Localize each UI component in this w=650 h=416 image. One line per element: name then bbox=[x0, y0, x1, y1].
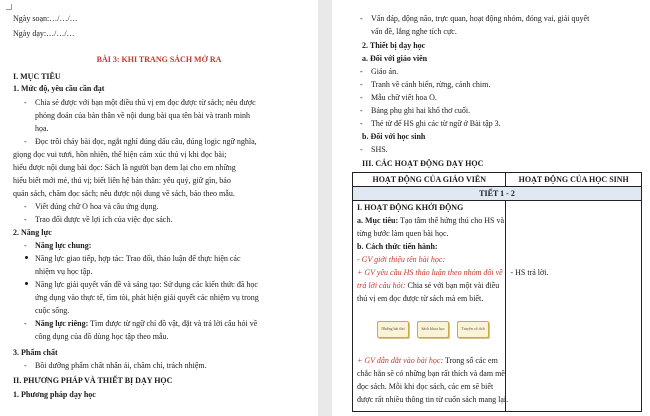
gv-ask-line-3: thú vị em đọc được từ sách mà em biết. bbox=[357, 294, 484, 303]
book-label: Sách khoa học bbox=[421, 326, 445, 331]
bullet-dot bbox=[25, 256, 28, 259]
gv-lead-italic: + GV dẫn dắt vào bài học: bbox=[357, 356, 444, 365]
list-dash: - bbox=[360, 14, 363, 23]
list-item: Thẻ từ để HS ghi các từ ngữ ở Bài tập 3. bbox=[371, 119, 501, 128]
teacher-activity-cell bbox=[353, 201, 509, 412]
general-competence-label: Năng lực chung: bbox=[35, 241, 92, 250]
list-item-cont: nhiệm vụ học tập. bbox=[35, 267, 93, 276]
book-label: Những bài thơ bbox=[381, 326, 405, 331]
how-label: b. Cách thức tiến hành: bbox=[357, 242, 438, 251]
col-header-teacher: HOẠT ĐỘNG CỦA GIÁO VIÊN bbox=[353, 173, 506, 187]
list-item-cont: cuộc sống. bbox=[35, 306, 70, 315]
list-dash: - bbox=[24, 215, 27, 224]
student-activity-cell bbox=[506, 201, 642, 412]
teacher-equipment-title: a. Đối với giáo viên bbox=[362, 54, 428, 63]
list-dash: - bbox=[24, 319, 27, 328]
list-item-cont: ứng dụng vào thực tế, tìm tòi, phát hiện giải quyết các nhiệm vụ trong bbox=[35, 293, 259, 302]
list-item-cont: hiểu được nội dung bài đọc: Sách là người bạn đem lại cho em những bbox=[13, 163, 236, 172]
book-icon bbox=[377, 321, 409, 338]
bullet-dot bbox=[25, 282, 28, 285]
gv-lead-line-3: đọc sách. Mỗi khi đọc sách, các em sẽ biết bbox=[357, 382, 494, 391]
activity-title: I. HOẠT ĐỘNG KHỞI ĐỘNG bbox=[357, 203, 464, 212]
date-prepared: Ngày soạn:…/…/… bbox=[13, 14, 78, 23]
list-item-cont: phỏng đoán của bản thân về nội dung bài qua tên bài và tranh minh bbox=[35, 111, 251, 120]
list-item: Mẫu chữ viết hoa O. bbox=[371, 93, 437, 102]
list-item: Chia sẻ được với bạn một điều thú vị em đọc được từ sách; nêu được bbox=[35, 98, 256, 107]
special-competence bbox=[35, 319, 318, 329]
list-dash: - bbox=[24, 137, 27, 146]
section-activities: III. CÁC HOẠT ĐỘNG DẠY HỌC bbox=[362, 159, 484, 168]
crop-mark bbox=[6, 4, 12, 10]
period-row: TIẾT 1 - 2 bbox=[353, 187, 642, 201]
list-dash: - bbox=[360, 106, 363, 115]
subsection-teaching-methods: 1. Phương pháp dạy học bbox=[13, 390, 96, 399]
list-dash: - bbox=[360, 67, 363, 76]
gv-lead-line-1 bbox=[357, 356, 503, 366]
gv-ask-text: Chia sẻ với bạn một vài điều bbox=[405, 281, 500, 290]
gv-ask-line-2 bbox=[357, 281, 503, 291]
gv-ask-italic: trả lời câu hỏi: bbox=[357, 281, 406, 290]
gv-lead-line-2: chắc hẳn sẽ có những bạn rất thích và đam mê bbox=[357, 369, 505, 378]
list-dash: - bbox=[24, 361, 27, 370]
gv-intro: - GV giới thiệu tên bài học: bbox=[357, 255, 446, 264]
list-item: Viết đúng chữ O hoa và câu ứng dụng. bbox=[35, 202, 159, 211]
date-taught: Ngày dạy:…/…/… bbox=[13, 29, 75, 38]
list-item: SHS. bbox=[371, 145, 388, 154]
list-item-cont: công dụng của đồ dùng học tập theo mẫu. bbox=[35, 332, 169, 341]
document-page-left bbox=[0, 0, 318, 416]
special-competence-text: Tìm được từ ngữ chỉ đồ vật, đặt và trả lời câu hỏi về bbox=[88, 319, 258, 328]
subsection-competence: 2. Năng lực bbox=[13, 228, 52, 237]
list-dash: - bbox=[360, 93, 363, 102]
subsection-qualities: 3. Phẩm chất bbox=[13, 348, 58, 357]
list-item-cont: hiểu biết mới mẻ, thú vị; biết liên hệ bản thân: yêu quý, giữ gìn, bảo bbox=[13, 176, 231, 185]
list-item: Giáo án. bbox=[371, 67, 399, 76]
student-equipment-title: b. Đối với học sinh bbox=[362, 132, 426, 141]
gv-ask-line-1: + GV yêu cầu HS thảo luận theo nhóm đôi về bbox=[357, 268, 503, 277]
gv-lead-text: Trong số các em bbox=[443, 356, 498, 365]
activities-table bbox=[352, 172, 642, 412]
list-item: Năng lực giải quyết vấn đề và sáng tạo: Sử dụng các kiến thức đã học bbox=[35, 280, 258, 289]
list-dash: - bbox=[360, 119, 363, 128]
goal-line-2: từng bước làm quen bài học. bbox=[357, 229, 449, 238]
col-header-student: HOẠT ĐỘNG CỦA HỌC SINH bbox=[506, 173, 642, 187]
list-item: Trao đổi được về lợi ích của việc đọc sách. bbox=[35, 215, 173, 224]
list-dash: - bbox=[360, 145, 363, 154]
goal-label: a. Mục tiêu: bbox=[357, 216, 399, 225]
list-item: Tranh về cánh biển, rừng, cánh chim. bbox=[371, 80, 491, 89]
hs-answer: - HS trả lời. bbox=[510, 268, 549, 277]
book-icon bbox=[457, 321, 489, 338]
list-dash: - bbox=[24, 202, 27, 211]
list-item: Năng lực giao tiếp, hợp tác: Trao đổi, thảo luận để thực hiện các bbox=[35, 254, 241, 263]
book-icon bbox=[417, 321, 449, 338]
goal-text: Tạo tâm thế hứng thú cho HS và bbox=[398, 216, 505, 225]
goal-line bbox=[357, 216, 503, 226]
special-competence-label: Năng lực riêng: bbox=[35, 319, 89, 328]
list-item: Vấn đáp, động não, trực quan, hoạt động nhóm, đóng vai, giải quyết bbox=[371, 14, 590, 23]
list-item-cont: vấn đề, lắng nghe tích cực. bbox=[371, 27, 457, 36]
list-dash: - bbox=[24, 241, 27, 250]
subsection-equipment: 2. Thiết bị dạy học bbox=[362, 41, 426, 50]
document-page-right bbox=[332, 0, 650, 416]
section-methods: II. PHƯƠNG PHÁP VÀ THIẾT BỊ DẠY HỌC bbox=[13, 376, 173, 385]
list-item: Đọc trôi chảy bài đọc, ngắt nghỉ đúng dấu câu, đúng logic ngữ nghĩa, bbox=[35, 137, 257, 146]
book-illustrations bbox=[377, 319, 497, 341]
book-label: Truyện cổ tích bbox=[461, 326, 485, 331]
section-objectives: I. MỤC TIÊU bbox=[13, 72, 61, 81]
lesson-title: BÀI 3: KHI TRANG SÁCH MỞ RA bbox=[96, 55, 222, 64]
list-dash: - bbox=[24, 98, 27, 107]
list-item: Bồi dưỡng phẩm chất nhân ái, chăm chỉ, trách nhiệm. bbox=[35, 361, 207, 370]
list-item: Bảng phụ ghi hai khổ thơ cuối. bbox=[371, 106, 471, 115]
subsection-requirements: 1. Mức độ, yêu cầu cần đạt bbox=[13, 84, 105, 93]
list-item-cont: giọng đọc vui tươi, hồn nhiên, thể hiện cảm xúc thú vị khi đọc bài; bbox=[13, 150, 227, 159]
list-item-cont: quản sách, chăm đọc sách; nêu được nội dung về sách, báo theo mẫu. bbox=[13, 189, 235, 198]
list-dash: - bbox=[360, 80, 363, 89]
gv-lead-line-4: được rất nhiều thông tin từ cuốn sách mang lại. bbox=[357, 395, 509, 404]
list-item-cont: họa. bbox=[35, 124, 49, 133]
